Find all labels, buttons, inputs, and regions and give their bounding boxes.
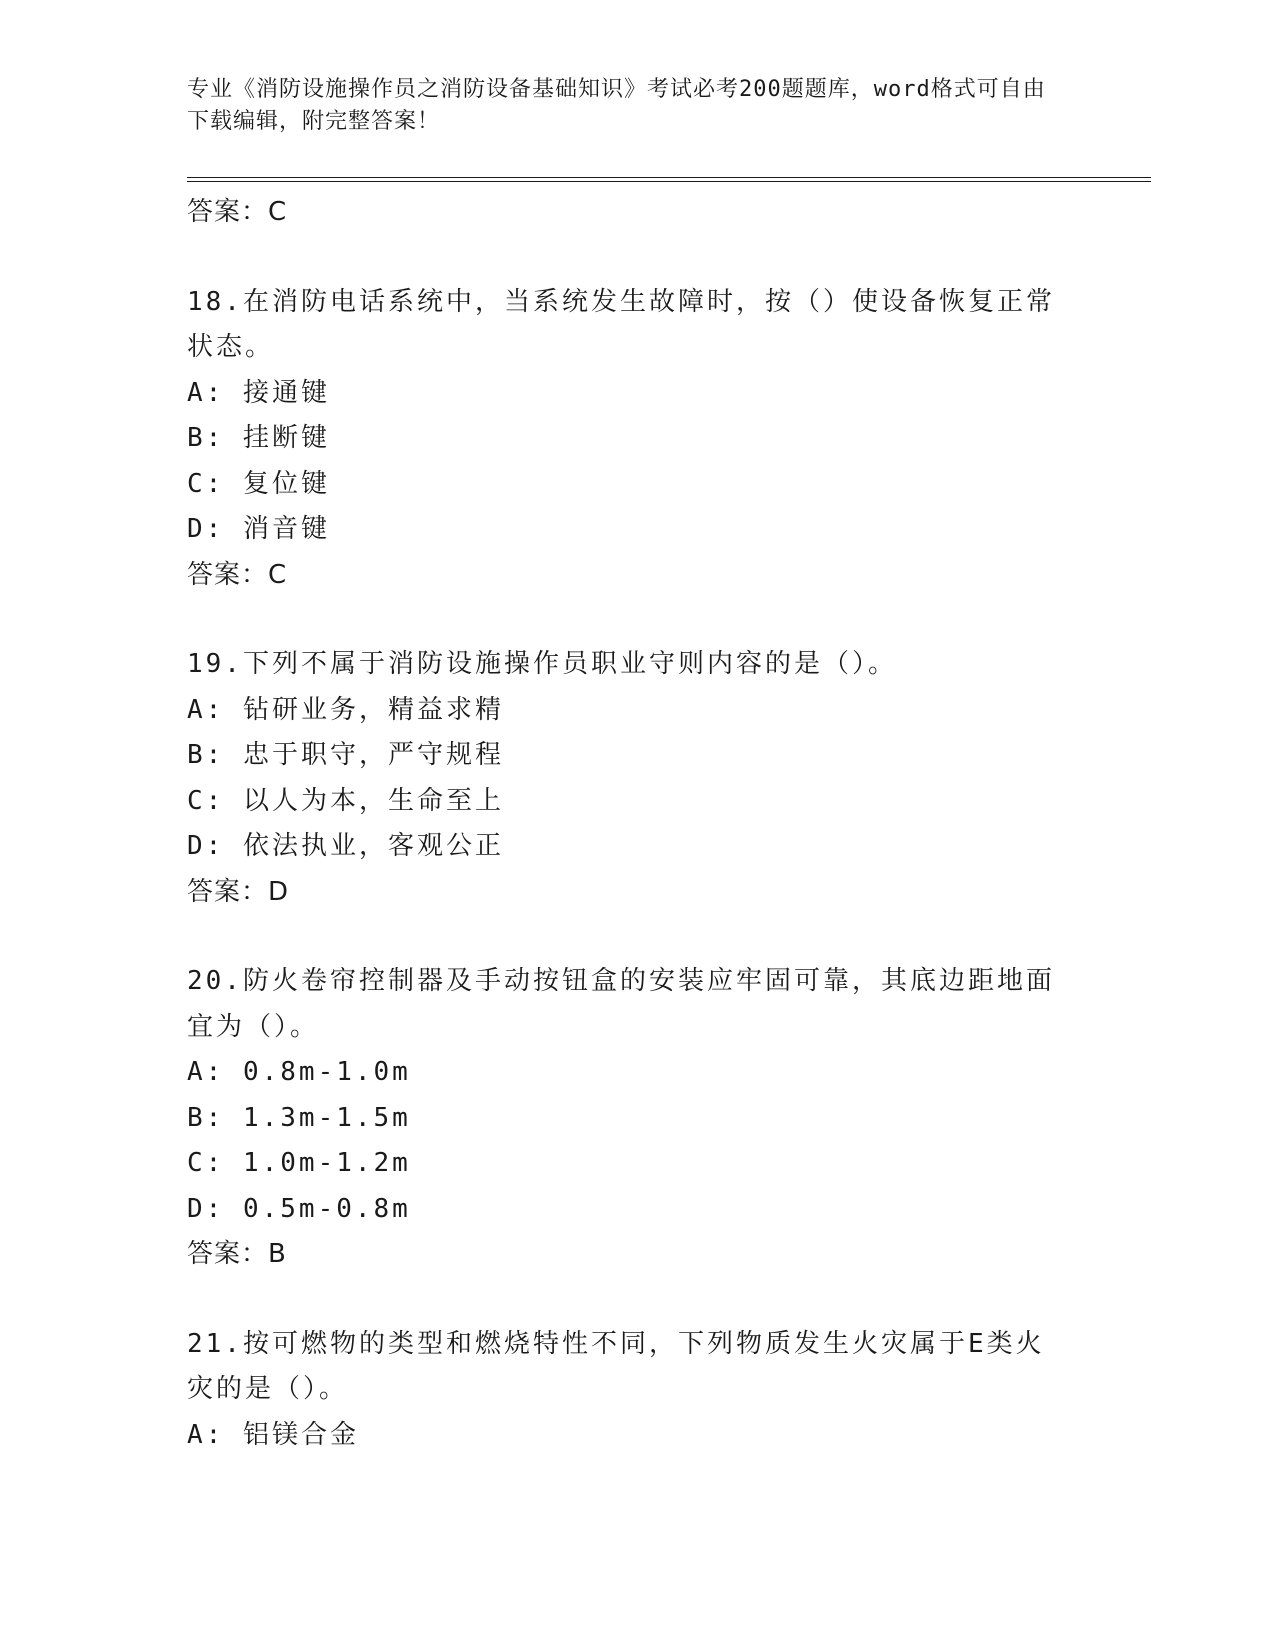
previous-answer: 答案：C [187, 197, 288, 227]
option-c: C: 以人为本，生命至上 [187, 785, 504, 816]
option-a: A: 接通键 [187, 377, 330, 408]
answer: 答案：D [187, 876, 290, 907]
option-d: D: 依法执业，客观公正 [187, 831, 504, 861]
question-19 [187, 642, 1067, 915]
option-d: D: 消音键 [187, 514, 330, 544]
option-a: A: 钻研业务，精益求精 [187, 694, 504, 725]
option-b: B: 1.3m-1.5m [187, 1102, 411, 1133]
option-b: B: 挂断键 [187, 423, 330, 453]
question-18 [187, 280, 1067, 599]
answer: 答案：C [187, 559, 288, 590]
question-20 [187, 959, 1067, 1278]
question-stem: 21.按可燃物的类型和燃烧特性不同，下列物质发生火灾属于E类火灾的是（）。 [187, 1328, 1045, 1404]
option-b: B: 忠于职守，严守规程 [187, 740, 504, 770]
option-c: C: 1.0m-1.2m [187, 1148, 411, 1178]
document-header: 专业《消防设施操作员之消防设备基础知识》考试必考200题题库，word格式可自由下载编辑，附完整答案！ [187, 77, 1046, 134]
header-divider [187, 177, 1151, 182]
question-stem: 19.下列不属于消防设施操作员职业守则内容的是（）。 [187, 649, 897, 679]
document-body [187, 190, 1067, 1458]
option-a: A: 铝镁合金 [187, 1419, 359, 1450]
answer: 答案：B [187, 1239, 287, 1269]
option-a: A: 0.8m-1.0m [187, 1057, 411, 1087]
option-d: D: 0.5m-0.8m [187, 1193, 411, 1224]
question-stem: 20.防火卷帘控制器及手动按钮盒的安装应牢固可靠，其底边距地面宜为（）。 [187, 966, 1055, 1042]
option-c: C: 复位键 [187, 468, 330, 499]
question-stem: 18.在消防电话系统中，当系统发生故障时，按（）使设备恢复正常状态。 [187, 286, 1055, 362]
question-21 [187, 1322, 1067, 1459]
